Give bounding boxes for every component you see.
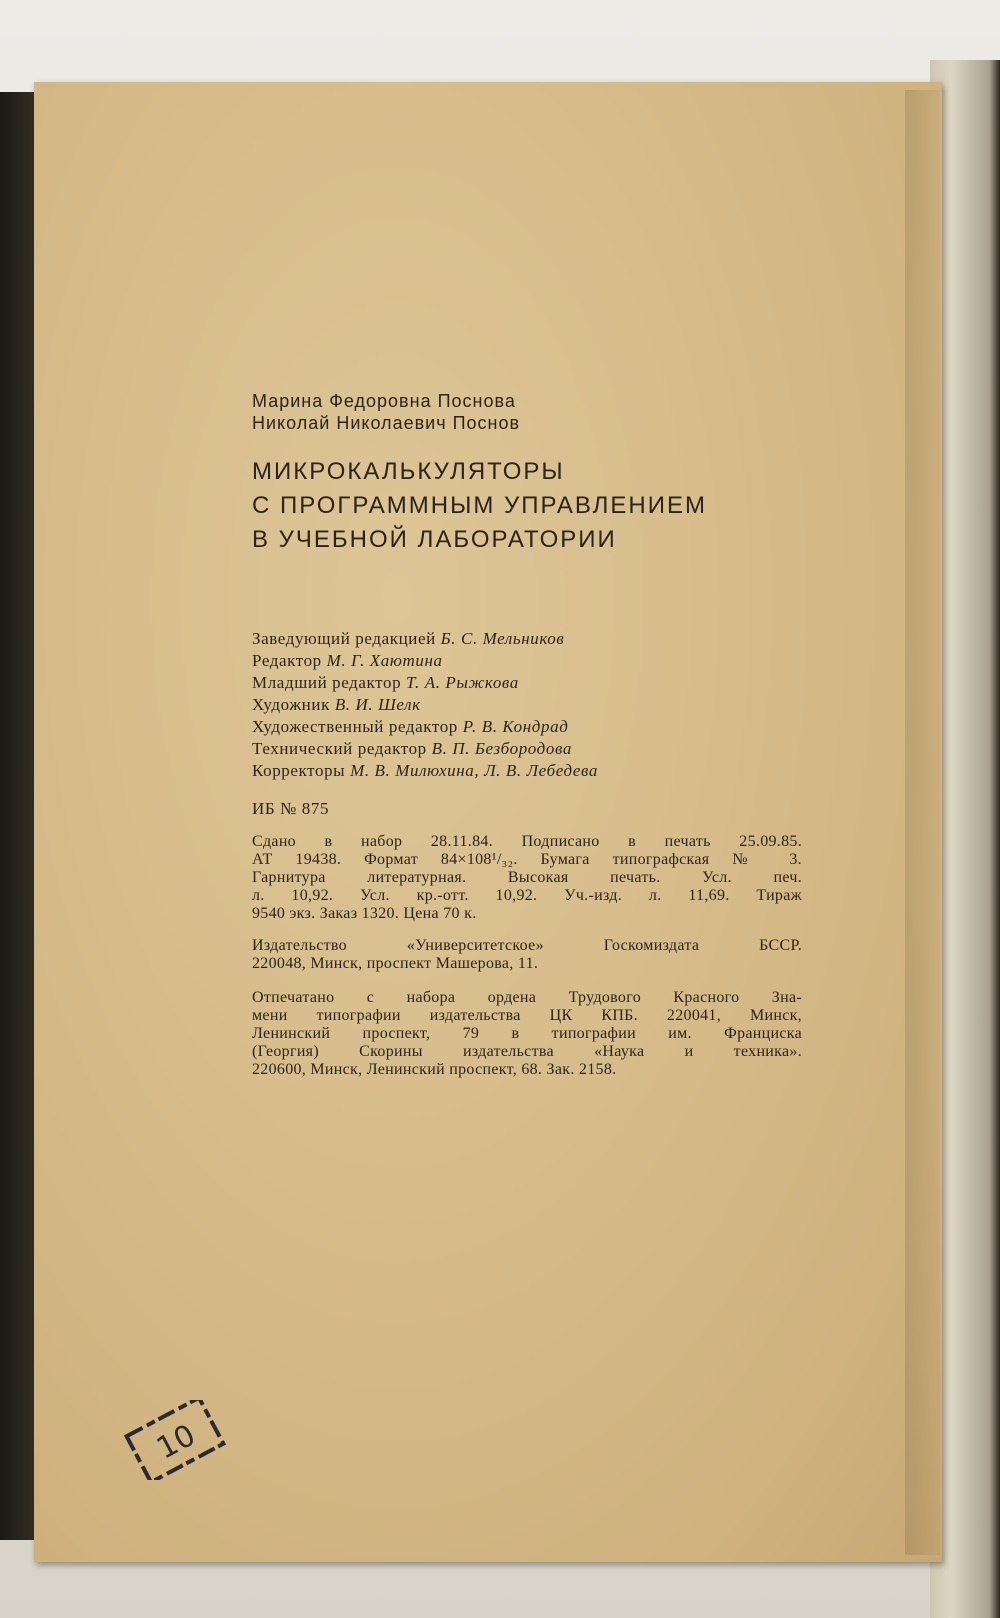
credit-name: М. В. Милюхина, Л. В. Лебедева [350, 761, 598, 780]
credit-role: Заведующий редакцией [252, 629, 436, 648]
credit-name: В. П. Безбородова [431, 739, 572, 758]
credit-line [252, 629, 564, 649]
credit-name: Р. В. Кондрад [462, 717, 569, 736]
printer-line: Отпечатано с набора ордена Трудового Красного Зна- [252, 989, 802, 1006]
credit-role: Редактор [252, 651, 322, 670]
credit-role: Корректоры [252, 761, 346, 780]
book-page [34, 82, 942, 1562]
credit-role: Художник [252, 695, 330, 714]
credit-name: В. И. Шелк [334, 695, 421, 714]
print-details-line: Сдано в набор 28.11.84. Подписано в печать 25.09.85. [252, 833, 802, 850]
printer-line: мени типографии издательства ЦК КПБ. 220041, Минск, [252, 1007, 802, 1024]
publisher-line: Издательство «Университетское» Госкомиздата БССР. [252, 937, 802, 954]
credit-line [252, 695, 421, 715]
credit-line [252, 673, 519, 693]
title-line-3: В УЧЕБНОЙ ЛАБОРАТОРИИ [252, 526, 617, 553]
credit-role: Технический редактор [252, 739, 427, 758]
ink-stamp [120, 1400, 230, 1480]
credit-line [252, 717, 568, 737]
credit-role: Младший редактор [252, 673, 402, 692]
credit-line [252, 761, 598, 781]
printer-line: (Георгия) Скорины издательства «Наука и техника». [252, 1043, 802, 1060]
printer-line: Ленинский проспект, 79 в типографии им. Франциска [252, 1025, 802, 1042]
ib-number: ИБ № 875 [252, 799, 330, 818]
credit-name: Б. С. Мельников [440, 629, 565, 648]
title-line-1: МИКРОКАЛЬКУЛЯТОРЫ [252, 458, 565, 485]
credit-name: Т. А. Рыжкова [406, 673, 519, 692]
credit-line [252, 651, 443, 671]
author-2: Николай Николаевич Поснов [252, 413, 521, 433]
credit-name: М. Г. Хаютина [326, 651, 443, 670]
print-details-line: л. 10,92. Усл. кр.-отт. 10,92. Уч.-изд. л. 11,69. Тираж [252, 887, 802, 904]
stamp-number: 10 [151, 1417, 202, 1467]
credit-line [252, 739, 572, 759]
title-line-2: С ПРОГРАММНЫМ УПРАВЛЕНИЕМ [252, 492, 708, 519]
print-details-line: АТ 19438. Формат 84×108¹/₃₂. Бумага типографская № 3. [252, 851, 802, 868]
author-1: Марина Федоровна Поснова [252, 391, 516, 411]
credit-role: Художественный редактор [252, 717, 458, 736]
print-details-line: 9540 экз. Заказ 1320. Цена 70 к. [252, 905, 477, 922]
book-cover-left [0, 92, 38, 1540]
publisher-line: 220048, Минск, проспект Машерова, 11. [252, 955, 539, 972]
page-gutter-shadow [905, 90, 940, 1555]
print-details-line: Гарнитура литературная. Высокая печать. Усл. печ. [252, 869, 802, 886]
printer-line: 220600, Минск, Ленинский проспект, 68. Зак. 2158. [252, 1061, 617, 1078]
